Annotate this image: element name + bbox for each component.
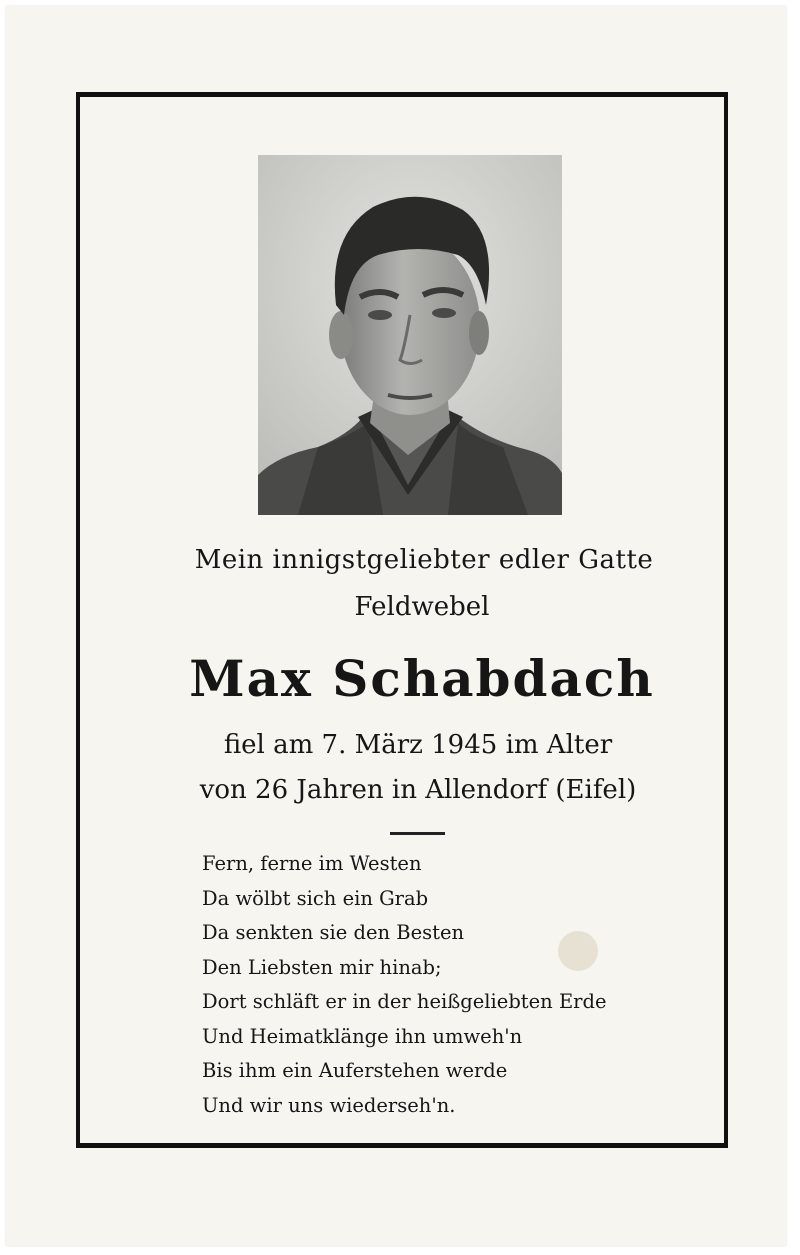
memorial-card [6, 6, 786, 1246]
portrait-photo [258, 155, 562, 515]
poem [202, 847, 607, 1123]
black-border-frame [76, 92, 728, 1148]
poem-line: Und wir uns wiederseh'n. [202, 1093, 456, 1117]
poem-line: Dort schläft er in der heißgeliebten Erde [202, 990, 607, 1013]
rank: Feldwebel [354, 592, 490, 622]
poem-line: Bis ihm ein Auferstehen werde [202, 1059, 508, 1082]
poem-line: Da wölbt sich ein Grab [202, 886, 429, 910]
poem-line: Den Liebsten mir hinab; [202, 955, 442, 979]
poem-line: Und Heimatklänge ihn umweh'n [202, 1024, 523, 1048]
intro-line: Mein innigstgeliebter edler Gatte [194, 545, 654, 575]
death-line: fiel am 7. März 1945 im Alter [223, 730, 613, 760]
divider-rule [390, 832, 445, 835]
poem-line: Da senkten sie den Besten [202, 921, 465, 944]
age-place-line: von 26 Jahren in Allendorf (Eifel) [199, 775, 637, 805]
portrait-image [258, 155, 562, 515]
deceased-name: Max Schabdach [189, 649, 655, 708]
poem-line: Fern, ferne im Westen [202, 852, 422, 875]
